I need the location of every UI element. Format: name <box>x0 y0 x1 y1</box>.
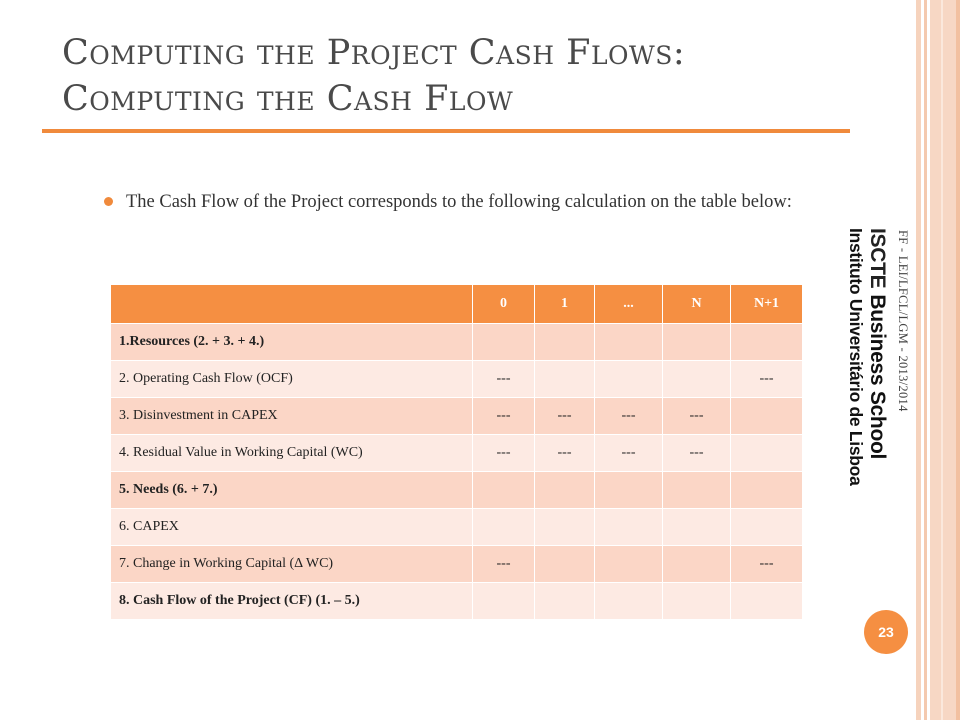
page-number: 23 <box>878 624 894 640</box>
table-cell: --- <box>473 361 535 398</box>
decor-stripe <box>930 0 956 720</box>
table-cell: --- <box>473 546 535 583</box>
table-cell: --- <box>473 435 535 472</box>
row-label: 8. Cash Flow of the Project (CF) (1. – 5.) <box>111 583 473 620</box>
row-label: 2. Operating Cash Flow (OCF) <box>111 361 473 398</box>
table-row <box>111 472 803 509</box>
row-label: 3. Disinvestment in CAPEX <box>111 398 473 435</box>
row-label: 5. Needs (6. + 7.) <box>111 472 473 509</box>
table-cell: --- <box>535 435 595 472</box>
decor-stripe <box>924 0 927 720</box>
table-cell: --- <box>663 435 731 472</box>
table-row <box>111 435 803 472</box>
table-cell <box>535 324 595 361</box>
table-cell <box>595 546 663 583</box>
bullet-dot-icon <box>104 197 113 206</box>
table-cell <box>663 472 731 509</box>
table-cell: --- <box>731 361 803 398</box>
row-label: 6. CAPEX <box>111 509 473 546</box>
bullet-text: The Cash Flow of the Project corresponds to the following calculation on the table below: <box>126 192 792 212</box>
cash-flow-table <box>110 284 803 620</box>
table-cell <box>731 435 803 472</box>
table-header-cell: N <box>663 285 731 324</box>
title-underline <box>42 129 850 133</box>
row-label: 1.Resources (2. + 3. + 4.) <box>111 324 473 361</box>
decor-stripe <box>941 0 943 720</box>
logo-institute-text: Instituto Universitário de Lisboa <box>846 228 866 486</box>
table-cell <box>595 472 663 509</box>
table-cell <box>595 583 663 620</box>
table-row <box>111 324 803 361</box>
slide-title <box>62 30 862 122</box>
slide-title-line2: Computing the Cash Flow <box>62 79 514 119</box>
table-cell: --- <box>535 398 595 435</box>
table-header-cell: N+1 <box>731 285 803 324</box>
table-header-cell: ... <box>595 285 663 324</box>
table-header-cell: 0 <box>473 285 535 324</box>
decor-stripe <box>916 0 921 720</box>
table-row <box>111 583 803 620</box>
table-cell <box>473 509 535 546</box>
table-cell <box>535 546 595 583</box>
table-cell <box>595 509 663 546</box>
table-row <box>111 361 803 398</box>
table-cell: --- <box>473 398 535 435</box>
page-number-badge <box>864 610 908 654</box>
table-cell <box>663 509 731 546</box>
row-label: 7. Change in Working Capital (Δ WC) <box>111 546 473 583</box>
table-header-cell <box>111 285 473 324</box>
logo-business-school-text: Business School <box>866 294 889 460</box>
table-cell <box>731 398 803 435</box>
table-row <box>111 509 803 546</box>
table-cell <box>663 361 731 398</box>
table-cell <box>535 583 595 620</box>
slide-title-line1: Computing the Project Cash Flows: <box>62 33 686 73</box>
table-cell <box>535 509 595 546</box>
table-cell <box>473 583 535 620</box>
decor-stripe <box>956 0 960 720</box>
table-row <box>111 398 803 435</box>
table-cell <box>473 324 535 361</box>
table-cell <box>473 472 535 509</box>
course-label: FF - LEI/LFCL/LGM - 2013/2014 <box>896 230 910 412</box>
logo-iscte-text: ISCTE <box>866 228 889 289</box>
table-header-cell: 1 <box>535 285 595 324</box>
table-cell <box>663 324 731 361</box>
bullet-item <box>104 186 824 219</box>
table-cell <box>663 583 731 620</box>
table-cell <box>731 583 803 620</box>
table-cell <box>731 472 803 509</box>
table-cell <box>731 509 803 546</box>
table-cell <box>595 324 663 361</box>
footer-vertical-text <box>896 230 910 490</box>
table-row <box>111 546 803 583</box>
table-cell <box>535 361 595 398</box>
table-cell <box>595 361 663 398</box>
table-cell <box>663 546 731 583</box>
table-cell: --- <box>731 546 803 583</box>
table-header-row <box>111 285 803 324</box>
row-label: 4. Residual Value in Working Capital (WC) <box>111 435 473 472</box>
table-cell: --- <box>595 435 663 472</box>
table-cell: --- <box>663 398 731 435</box>
table-cell <box>535 472 595 509</box>
table-cell: --- <box>595 398 663 435</box>
iscte-logo <box>842 228 889 486</box>
table-cell <box>731 324 803 361</box>
